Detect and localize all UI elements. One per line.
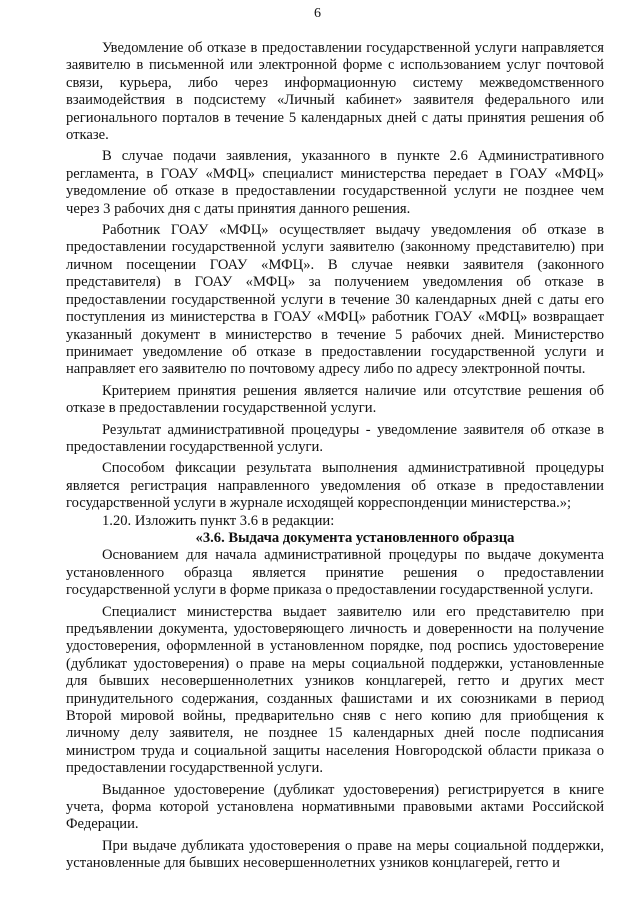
paragraph-amendment-intro: 1.20. Изложить пункт 3.6 в редакции:	[102, 512, 335, 529]
page-number: 6	[314, 6, 321, 21]
document-body	[66, 40, 604, 873]
paragraph-fixation-method: Способом фиксации результата выполнения административной процедуры является регистрация направленного уведомления об отказе в предоставлении государственной услуги в журнале исходящей корреспонденции министерства.»;	[66, 460, 604, 512]
paragraph-refusal-notice: Уведомление об отказе в предоставлении государственной услуги направляется заявителю в письменной или электронной форме с использованием услуг почтовой связи, курьера, либо через информационную систему межведомственного взаимодействия в подсистему «Личный кабинет» заявителя федерального или регионального порталов в течение 5 календарных дней с даты принятия решения об отказе.	[66, 40, 604, 144]
paragraph-grounds: Основанием для начала административной процедуры по выдаче документа установленного образца является принятие решения о предоставлении государственной услуги в форме приказа о предоставлении государственной услуги.	[66, 547, 604, 599]
paragraph-duplicate: При выдаче дубликата удостоверения о праве на меры социальной поддержки, установленные для бывших несовершеннолетних узников концлагерей, гетто и	[66, 837, 604, 872]
paragraph-registration: Выданное удостоверение (дубликат удостоверения) регистрируется в книге учета, форма которой установлена нормативными правовыми актами Российской Федерации.	[66, 781, 604, 833]
section-heading: «3.6. Выдача документа установленного образца	[195, 529, 515, 546]
paragraph-mfc-issuance: Работник ГОАУ «МФЦ» осуществляет выдачу уведомления об отказе в предоставлении государственной услуги заявителю (законному представителю) при личном посещении ГОАУ «МФЦ». В случае неявки заявителя (законного представителя) в ГОАУ «МФЦ» за получением уведомления об отказе в предоставлении государственной услуги в течение 30 календарных дней с даты его поступления из министерства в ГОАУ «МФЦ» работник ГОАУ «МФЦ» возвращает указанный документ в министерство в течение 5 рабочих дней. Министерство принимает уведомление об отказе в предоставлении государственной услуги и направляет его заявителю по почтовому адресу либо по адресу электронной почты.	[66, 222, 604, 378]
paragraph-decision-criterion: Критерием принятия решения является наличие или отсутствие решения об отказе в предоставлении государственной услуги.	[66, 382, 604, 417]
paragraph-procedure-result: Результат административной процедуры - уведомление заявителя об отказе в предоставлении государственной услуги.	[66, 421, 604, 455]
paragraph-mfc-transfer: В случае подачи заявления, указанного в пункте 2.6 Административного регламента, в ГОАУ «МФЦ» специалист министерства передает в ГОАУ «МФЦ» уведомление об отказе в предоставлении государственной услуги не позднее чем через 3 рабочих дня с даты принятия данного решения.	[66, 148, 604, 217]
paragraph-issuance: Специалист министерства выдает заявителю или его представителю при предъявлении документа, удостоверяющего личность и доверенности на получение удостоверения, оформленной в установленном порядке, под роспись удостоверение (дубликат удостоверения) о праве на меры социальной поддержки, установленные для бывших несовершеннолетних узников концлагерей, гетто и других мест принудительного содержания, созданных фашистами и их союзниками в период Второй мировой войны, предварительно сняв с него копию для приобщения к личному делу заявителя, не позднее 15 календарных дней после подписания министром труда и социальной защиты населения Новгородской области приказа о предоставлении государственной услуги.	[66, 603, 604, 777]
